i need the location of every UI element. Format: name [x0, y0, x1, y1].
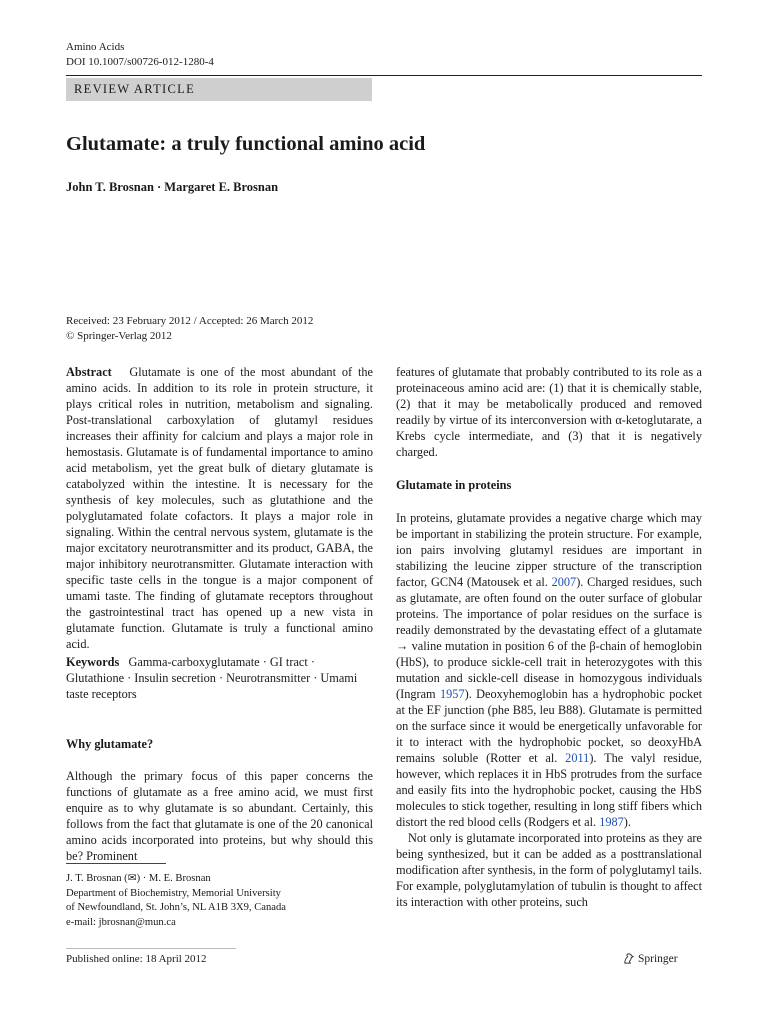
footnote-address: of Newfoundland, St. John’s, NL A1B 3X9, Canada [66, 902, 286, 913]
why-paragraph [66, 768, 373, 864]
footnote-email[interactable]: e-mail: jbrosnan@mun.ca [66, 916, 176, 928]
proteins-section [396, 510, 702, 910]
citation-link[interactable]: 1987 [599, 815, 624, 829]
section-heading-why: Why glutamate? [66, 737, 154, 751]
article-title: Glutamate: a truly functional amino acid [66, 133, 426, 155]
publisher-name: Springer [638, 953, 678, 965]
citation-link[interactable]: 1957 [440, 687, 465, 701]
section-heading-proteins: Glutamate in proteins [396, 478, 512, 492]
keywords-text: Gamma-carboxyglutamate · GI tract · Glutathione · Insulin secretion · Neurotransmitter · Umami taste receptors [66, 655, 358, 701]
footnote-department: Department of Biochemistry, Memorial University [66, 887, 281, 899]
abstract-label: Abstract [66, 365, 112, 379]
proteins-paragraph-1: In proteins, glutamate provides a negative charge which may be important in stabilizing the protein structure. For example, ion pairs involving glutamyl residues are important in stabilizing the leucine zipper structure of the transcription factor, GCN4 (Matousek et al. 2007). Charged residues, such as glutamate, are often found on the outer surface of globular proteins. The importance of polar residues on the surface is readily demonstrated by the devastating effect of a glutamate → valine mutation in position 6 of the β-chain of hemoglobin (HbS), to produce sickle-cell trait in heterozygotes with this mutation and sickle-cell disease in homozygous individuals (Ingram 1957). Deoxyhemoglobin has a hydrophobic pocket at the EF junction (phe B85, leu B88). Glutamate is permitted on the surface since it would be energetically unfavorable for it to interact with the hydrophobic pocket, so deoxyHbA remains soluble (Rotter et al. 2011). The valyl residue, however, which replaces it in HbS protrudes from the surface and easily fits into the hydrophobic pocket, causing the HbS molecules to stick together, resulting in long stiff fibers which distort the red blood cells (Rodgers et al. 1987). [396, 511, 702, 829]
journal-header [66, 40, 214, 70]
article-authors: John T. Brosnan · Margaret E. Brosnan [66, 180, 279, 194]
abstract-block [66, 364, 373, 652]
right-intro-text: features of glutamate that probably contributed to its role as a proteinaceous amino acid are: (1) that it is chemically stable, (2) that it may be metabolically produced and removed readily by virtue of its interconversion with α-ketoglutarate, a Krebs cycle intermediate, and (3) that it is negatively charged. [396, 365, 702, 459]
doi[interactable]: DOI 10.1007/s00726-012-1280-4 [66, 56, 214, 68]
footnote-authors: J. T. Brosnan (✉) · M. E. Brosnan [66, 873, 211, 884]
springer-horse-icon [622, 952, 635, 965]
keywords-label: Keywords [66, 655, 120, 669]
proteins-paragraph-2: Not only is glutamate incorporated into proteins as they are being synthesized, but it can be added as a posttranslational modification after synthesis, in the form of polyglutamyl tails. For example, polyglutamylation of tubulin is thought to affect its interaction with other proteins, such [396, 831, 702, 909]
publisher-logo [622, 952, 678, 965]
journal-name: Amino Acids [66, 41, 125, 53]
footer-rule [66, 948, 236, 949]
author-footnote [66, 872, 286, 930]
citation-link[interactable]: 2007 [551, 575, 577, 589]
keywords-block [66, 654, 373, 702]
header-rule [66, 75, 702, 76]
received-accepted: Received: 23 February 2012 / Accepted: 26 March 2012 [66, 315, 314, 327]
abstract-text: Glutamate is one of the most abundant of the amino acids. In addition to its role in protein structure, it plays critical roles in nutrition, metabolism and signaling. Post-translational carboxylation of glutamyl residues increases their affinity for calcium and plays a major role in hemostasis. Glutamate is of fundamental importance to amino acid metabolism, yet the great bulk of dietary glutamate is catabolyzed within the intestine. It is necessary for the synthesis of key molecules, such as glutathione and the polyglutamated folate cofactors. It plays a major role in signaling. Within the central nervous system, glutamate is the major excitatory neurotransmitter and its product, GABA, the major inhibitory neurotransmitter. Glutamate interaction with specific taste cells in the tongue is a major component of umami taste. The finding of glutamate receptors throughout the gastrointestinal tract has opened up a new vista in glutamate function. Glutamate is truly a functional amino acid. [66, 365, 373, 651]
published-online: Published online: 18 April 2012 [66, 953, 207, 965]
article-dates [66, 314, 313, 344]
footnote-rule [66, 863, 166, 864]
right-intro-paragraph [396, 364, 702, 460]
abstract-paragraph [66, 364, 373, 652]
keywords-paragraph [66, 654, 373, 702]
article-type-label: REVIEW ARTICLE [74, 82, 196, 96]
copyright: © Springer-Verlag 2012 [66, 330, 172, 342]
why-text: Although the primary focus of this paper concerns the functions of glutamate as a free amino acid, we must first enquire as to why glutamate is so abundant. Certainly, this follows from the fact that glutamate is one of the 20 canonical amino acids incorporated into proteins, but why should this be? Prominent [66, 769, 373, 863]
article-type-ribbon [66, 78, 372, 101]
citation-link[interactable]: 2011 [565, 751, 590, 765]
